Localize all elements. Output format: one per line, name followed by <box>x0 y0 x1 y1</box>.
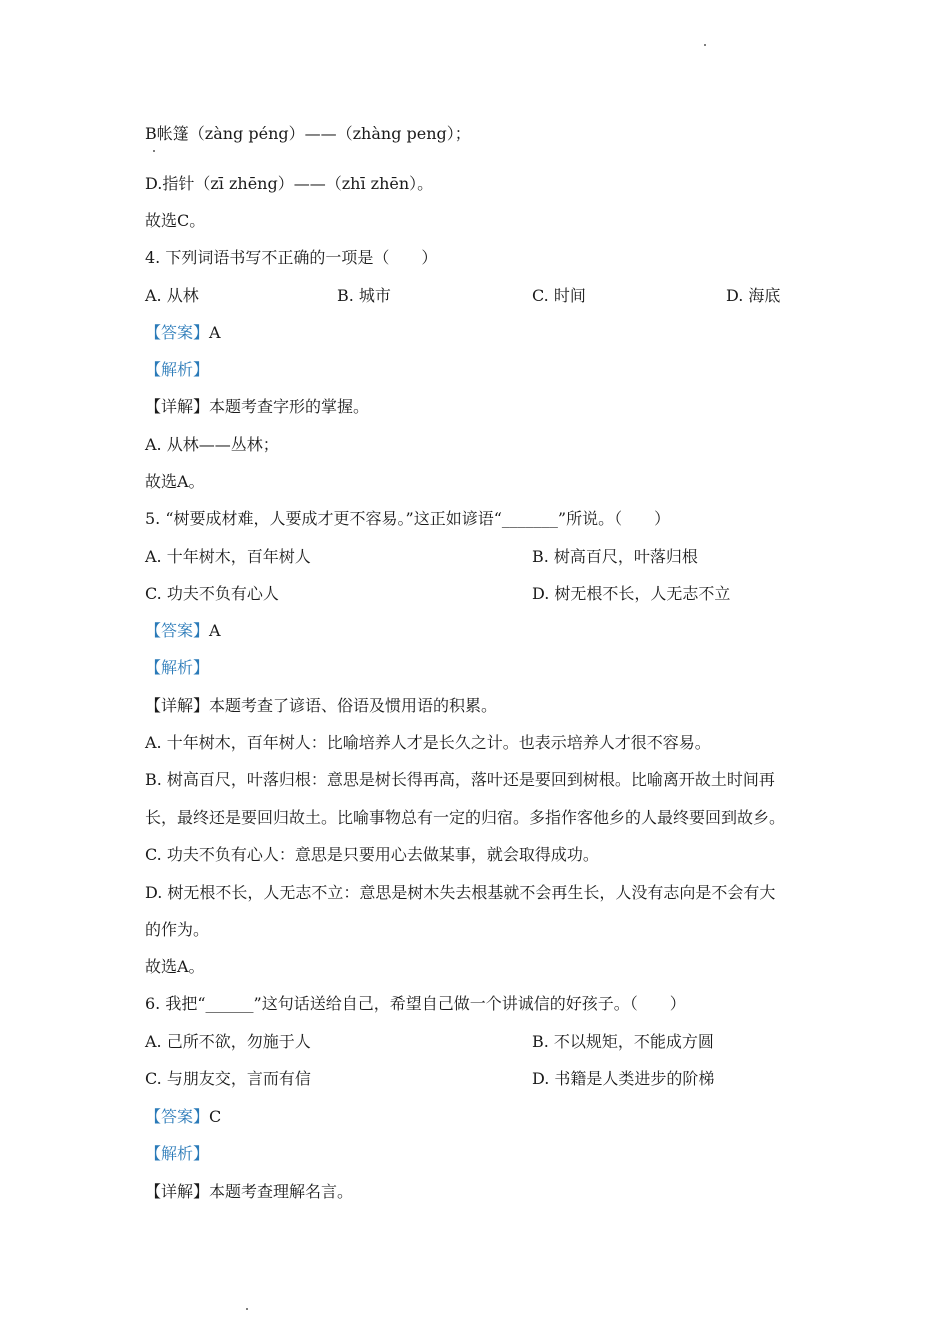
detail-tag: 【详解】 <box>145 397 210 416</box>
q6-option-c: C. 与朋友交，言而有信 <box>145 1069 311 1088</box>
q4-analysis <box>145 360 209 380</box>
q4-option-d: D. 海底 <box>726 286 781 305</box>
q6-option-d: D. 书籍是人类进步的阶梯 <box>532 1069 715 1088</box>
answer-tag: 【答案】 <box>145 621 210 640</box>
q5-choose: 故选A。 <box>145 957 205 976</box>
q6-analysis <box>145 1144 209 1164</box>
q6-answer <box>145 1107 221 1127</box>
q5-option-c: C. 功夫不负有心人 <box>145 584 279 603</box>
detail-text: 本题考查字形的掌握。 <box>209 397 370 416</box>
q4-explanation-a: A. 从林——丛林； <box>145 435 279 454</box>
option-d-pinyin: D.指针（zī zhēng）——（zhī zhēn）。 <box>145 174 434 193</box>
q5-explanation-b-line1: B. 树高百尺，叶落归根：意思是树长得再高，落叶还是要回到树根。比喻离开故土时间再 <box>145 770 775 789</box>
choose-statement: 故选C。 <box>145 211 206 230</box>
analysis-tag: 【解析】 <box>145 360 210 379</box>
question-5: 5. “树要成材难，人要成才更不容易。”这正如谚语“_______”所说。（ ） <box>145 509 671 528</box>
analysis-tag: 【解析】 <box>145 658 210 677</box>
q4-option-a: A. 从林 <box>145 286 199 305</box>
q5-option-a: A. 十年树木，百年树人 <box>145 547 311 566</box>
emphasis-dot <box>153 150 155 152</box>
q5-option-d: D. 树无根不长，人无志不立 <box>532 584 731 603</box>
q4-option-b: B. 城市 <box>337 286 391 305</box>
q6-detail <box>145 1182 353 1202</box>
page-mark-dot <box>246 1308 248 1310</box>
q5-explanation-d-line2: 的作为。 <box>145 920 210 939</box>
question-4: 4. 下列词语书写不正确的一项是（ ） <box>145 248 438 267</box>
q5-explanation-d-line1: D. 树无根不长，人无志不立：意思是树木失去根基就不会再生长，人没有志向是不会有大 <box>145 883 776 902</box>
q5-option-b: B. 树高百尺，叶落归根 <box>532 547 698 566</box>
page-mark-dot <box>704 44 706 46</box>
q4-detail <box>145 397 369 417</box>
detail-tag: 【详解】 <box>145 1182 210 1201</box>
q6-option-a: A. 己所不欲，勿施于人 <box>145 1032 311 1051</box>
q4-choose: 故选A。 <box>145 472 205 491</box>
detail-text: 本题考查理解名言。 <box>209 1182 354 1201</box>
answer-value: C <box>209 1107 222 1126</box>
q5-explanation-a: A. 十年树木，百年树人：比喻培养人才是长久之计。也表示培养人才很不容易。 <box>145 733 711 752</box>
q5-detail <box>145 696 497 716</box>
q5-explanation-c: C. 功夫不负有心人：意思是只要用心去做某事，就会取得成功。 <box>145 845 599 864</box>
answer-value: A <box>209 323 221 342</box>
q5-explanation-b-line2: 长，最终还是要回归故土。比喻事物总有一定的归宿。多指作客他乡的人最终要回到故乡。 <box>145 808 786 827</box>
analysis-tag: 【解析】 <box>145 1144 210 1163</box>
q4-option-c: C. 时间 <box>532 286 586 305</box>
question-6: 6. 我把“______”这句话送给自己，希望自己做一个讲诚信的好孩子。（ ） <box>145 994 686 1013</box>
q5-analysis <box>145 658 209 678</box>
q5-answer <box>145 621 221 641</box>
answer-tag: 【答案】 <box>145 323 210 342</box>
option-b-pinyin: B帐篷（zàng péng）——（zhàng peng）； <box>145 124 471 143</box>
answer-value: A <box>209 621 221 640</box>
q4-answer <box>145 323 221 343</box>
answer-tag: 【答案】 <box>145 1107 210 1126</box>
detail-tag: 【详解】 <box>145 696 210 715</box>
detail-text: 本题考查了谚语、俗语及惯用语的积累。 <box>209 696 498 715</box>
q6-option-b: B. 不以规矩，不能成方圆 <box>532 1032 714 1051</box>
